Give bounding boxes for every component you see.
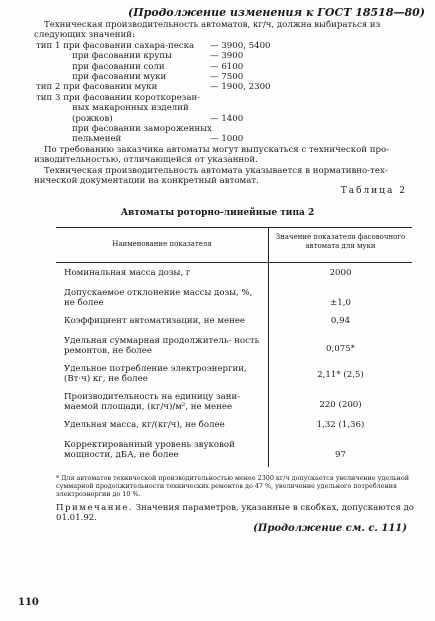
capacity-row (34, 103, 414, 113)
capacity-value: — 1000 (210, 134, 244, 145)
row-value: 220 (200) (319, 400, 362, 410)
paragraph-line: нической документации на конкретный автомат. (34, 175, 259, 186)
capacity-label: тип 1 при фасовании сахара-песка (36, 40, 195, 51)
table-number-label: Таблица 2 (340, 186, 407, 196)
capacity-row (34, 114, 414, 124)
note-label: Примечание. (56, 503, 134, 513)
row-name: Коэффициент автоматизации, не менее (64, 316, 246, 326)
row-value: 2000 (329, 268, 352, 278)
capacity-label: (рожков) (72, 113, 113, 124)
capacity-label: тип 3 при фасовании короткорезан- (36, 92, 201, 103)
row-value: 1,32 (1,36) (316, 420, 365, 430)
row-value: 0,075* (326, 344, 355, 354)
capacity-label: при фасовании крупы (72, 51, 172, 62)
note-paragraph (56, 503, 416, 524)
row-value: 0,94 (330, 316, 351, 326)
capacity-value: — 3900, 5400 (210, 40, 271, 51)
capacity-row (34, 124, 414, 134)
row-name: Допускаемое отклонение массы дозы, %, не более (64, 288, 253, 309)
capacity-row (34, 41, 414, 51)
row-name: Корректированный уровень звуковой мощности, дБА, не более (64, 440, 235, 461)
capacity-row (34, 72, 414, 82)
page-number: 110 (18, 597, 39, 608)
capacity-row (34, 51, 414, 61)
note-text: Значения параметров, указанные в скобках, допускаются до 01.01.92. (56, 503, 414, 524)
row-name: Номинальная масса дозы, г (64, 268, 191, 278)
row-name: Удельная масса, кг/(кг/ч), не более (64, 420, 225, 430)
row-name: Производительность на единицу зани- маемой площади, (кг/ч)/м², не менее (64, 392, 241, 413)
capacity-label: при фасовании муки (72, 71, 167, 82)
capacity-label: при фасовании замороженных (72, 123, 212, 134)
page-header: (Продолжение изменения к ГОСТ 18518—80) (128, 6, 425, 19)
column-header-value: Значение показателя фасовочного автомата для муки (275, 233, 406, 250)
capacity-value: — 1900, 2300 (210, 82, 271, 93)
continuation-note: (Продолжение см. с. 111) (253, 523, 407, 534)
intro-line: Техническая производительность автоматов, кг/ч, должна выбираться из (44, 20, 381, 30)
capacity-value: — 1400 (210, 113, 244, 124)
capacity-label: пельменей (72, 134, 122, 145)
row-value: 97 (335, 450, 346, 460)
table-title: Автоматы роторно-линейные типа 2 (120, 208, 315, 218)
capacity-row (34, 134, 414, 144)
header-divider (56, 262, 412, 263)
specs-table (56, 227, 412, 467)
capacity-row (34, 82, 414, 92)
intro-section (34, 20, 414, 186)
capacity-value: — 3900 (210, 51, 244, 62)
row-name: Удельная суммарная продолжитель- ность ремонтов, не более (64, 336, 260, 357)
capacity-row (34, 62, 414, 72)
row-value: ±1,0 (330, 298, 351, 308)
row-value: 2,11* (2,5) (317, 370, 364, 380)
paragraph-line: По требованию заказчика автоматы могут выпускаться с технической про- (44, 144, 390, 155)
column-header-name: Наименование показателя (112, 240, 212, 248)
capacity-value: — 7500 (210, 71, 244, 82)
capacity-label: при фасовании соли (72, 61, 165, 72)
row-name: Удельное потребление электроэнергии, (Вт·ч) кг, не более (64, 364, 247, 385)
capacity-row (34, 93, 414, 103)
capacity-label: тип 2 при фасовании муки (36, 82, 158, 93)
capacity-label: ных макаронных изделий (72, 103, 189, 114)
capacity-value: — 6100 (210, 61, 244, 72)
table-footnote: * Для автоматов технической производительностью менее 2300 кг/ч допускается увеличение удельной суммарной продолжительности технических ремонтов до 47 %, увеличение удельного потребления электроэнергии до 10 %. (56, 474, 410, 498)
paragraph-line: изводительностью, отличающейся от указанной. (34, 155, 258, 166)
intro-line: следующих значений: (34, 30, 135, 41)
paragraph-line: Техническая производительность автомата указывается в нормативно-тех- (44, 165, 388, 176)
